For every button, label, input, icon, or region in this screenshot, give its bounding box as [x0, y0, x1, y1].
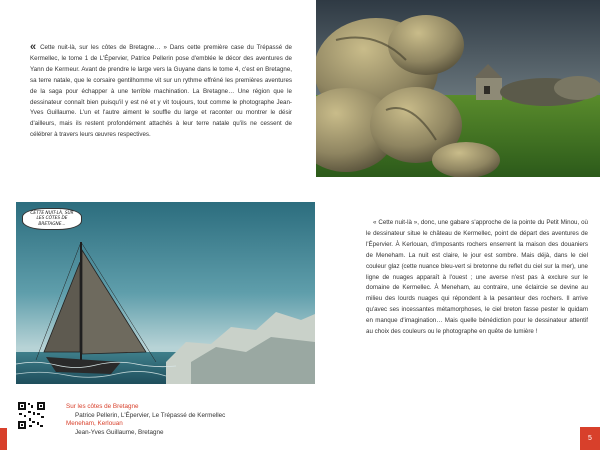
comic-panel [16, 202, 315, 384]
intro-text: Cette nuit-là, sur les côtes de Bretagne… » Dans cette première case du Trépassé de Kermellec, le tome 1 de L'Épervier, Patrice Pellerin pose d'emblée le décor des aventures de Yann de Kermeur. Avant de prendre le large vers la Guyane dans le tome 4, c'est en Bretagne, sa terre natale, que le corsaire gentilhomme vit sur un rythme effréné les premières aventures de la saga pour échapper à une terrible machination. La Bretagne… Une région que le dessinateur connaît bien puisqu'il y est né et y vit toujours, tout comme le photographe Jean-Yves Guillaume. L'un et l'autre aiment le souffle du large et raconter ou montrer le désir d'ailleurs, mais ils restent profondément attachés à leur terre natale qu'ils ne cessent de célébrer à travers leurs œuvres respectives. [30, 44, 292, 139]
intro-paragraph [30, 42, 292, 141]
qr-code-icon [18, 402, 45, 429]
speech-bubble: CETTE NUIT-LÀ, SUR LES CÔTES DE BRETAGNE... [22, 208, 82, 230]
corner-decoration-left [0, 428, 7, 450]
credit-title-1: Sur les côtes de Bretagne [66, 403, 139, 410]
image-credits [66, 403, 225, 437]
page-number: 5 [580, 427, 600, 450]
qr-code[interactable] [18, 402, 45, 429]
credit-sub-1: Patrice Pellerin, L'Épervier, Le Trépassé de Kermellec [75, 411, 226, 419]
credit-title-2: Meneham, Kerlouan [66, 420, 123, 428]
open-quote: « [30, 41, 37, 53]
body-paragraph: « Cette nuit-là », donc, une gabare s'approche de la pointe du Petit Minou, où le dessinateur situe le château de Kermellec, point de départ des aventures de l'Épervier. À Kerlouan, d'imposants rochers enserrent la maison des douaniers de Meneham. La nuit est claire, le jour est sombre. Mais déjà, dans le ciel couleur glaz (cette nuance bleu-vert si bretonne du reflet du ciel sur la mer), une ligne de nuages apparaît à l'ouest ; une averse n'est pas à exclure sur le domaine de Kermellec. À Meneham, au contraire, une éclaircie se devine au milieu des lourds nuages qui répondent à la pesanteur des rochers. Il arrive qu'avec ses incessantes métamorphoses, le ciel breton fasse pester le quidam en manque d'imagination… Mais quelle bénédiction pour le dessinateur attentif au choix des couleurs ou le photographe en quête de lumière ! [366, 219, 588, 336]
meneham-photo [316, 0, 600, 177]
landscape-image [316, 0, 600, 177]
credit-sub-2: Jean-Yves Guillaume, Bretagne [75, 428, 164, 436]
